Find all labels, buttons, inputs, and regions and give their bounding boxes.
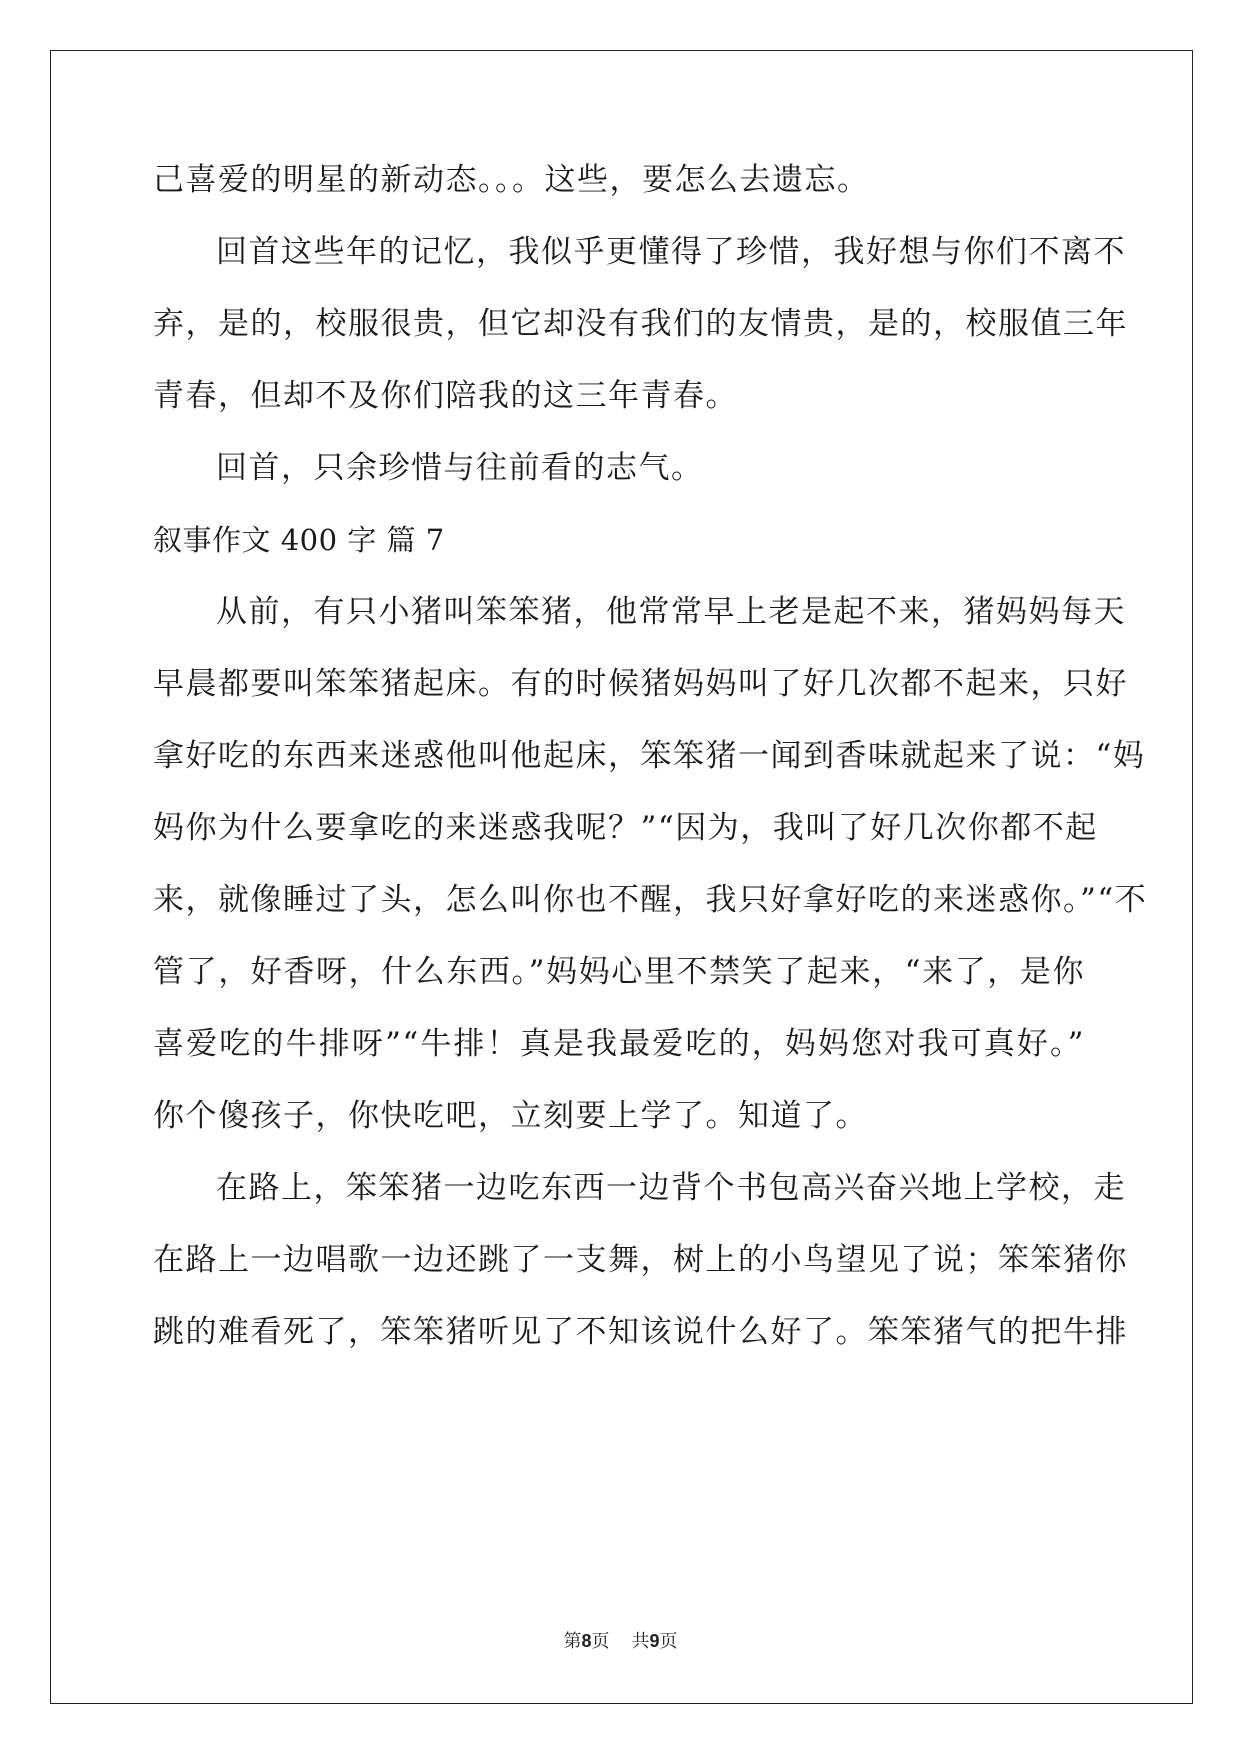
text-line: 早晨都要叫笨笨猪起床。有的时候猪妈妈叫了好几次都不起来，只好 (153, 666, 1128, 702)
page-current: 8 (581, 1631, 592, 1651)
text-line: 在路上一边唱歌一边还跳了一支舞，树上的小鸟望见了说；笨笨猪你 (153, 1242, 1128, 1278)
page-prefix: 第 (563, 1631, 582, 1652)
text-line: 喜爱吃的牛排呀”“牛排！真是我最爱吃的，妈妈您对我可真好。” (153, 1026, 1085, 1062)
page-footer (0, 1627, 1241, 1653)
total-suffix: 页 (659, 1631, 678, 1652)
paragraph-first-line: 在路上，笨笨猪一边吃东西一边背个书包高兴奋兴地上学校，走 (216, 1170, 1126, 1206)
page-total: 9 (649, 1631, 660, 1651)
page-suffix: 页 (591, 1631, 610, 1652)
section-heading: 叙事作文 400 字 篇 7 (153, 523, 445, 557)
page-border (50, 50, 1193, 1704)
text-line: 己喜爱的明星的新动态。。。这些，要怎么去遗忘。 (153, 162, 870, 198)
text-line: 你个傻孩子，你快吃吧，立刻要上学了。知道了。 (153, 1098, 868, 1134)
text-line: 弃，是的，校服很贵，但它却没有我们的友情贵，是的，校服值三年 (153, 306, 1128, 342)
text-line: 妈你为什么要拿吃的来迷惑我呢？”“因为，我叫了好几次你都不起 (153, 810, 1098, 846)
paragraph-first-line: 从前，有只小猪叫笨笨猪，他常常早上老是起不来，猪妈妈每天 (216, 594, 1126, 630)
text-line: 拿好吃的东西来迷惑他叫他起床，笨笨猪一闻到香味就起来了说：“妈 (153, 738, 1146, 774)
text-line: 管了，好香呀，什么东西。”妈妈心里不禁笑了起来，“来了，是你 (153, 954, 1085, 990)
text-line: 来，就像睡过了头，怎么叫你也不醒，我只好拿好吃的来迷惑你。”“不 (153, 882, 1148, 918)
paragraph-first-line: 回首这些年的记忆，我似乎更懂得了珍惜，我好想与你们不离不 (216, 234, 1126, 270)
text-line: 跳的难看死了，笨笨猪听见了不知该说什么好了。笨笨猪气的把牛排 (153, 1314, 1128, 1350)
total-prefix: 共 (631, 1631, 650, 1652)
text-line: 青春，但却不及你们陪我的这三年青春。 (153, 378, 738, 414)
paragraph-first-line: 回首，只余珍惜与往前看的志气。 (216, 450, 704, 486)
